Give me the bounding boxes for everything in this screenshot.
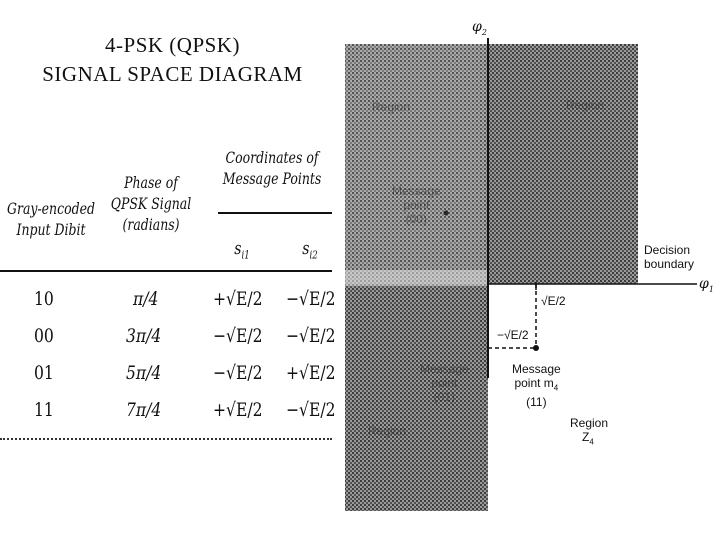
sub-header-si1-sub: i1 (241, 248, 250, 262)
tick-neg-label: −√E/2 (497, 328, 529, 342)
dibit-cell: 01 (34, 362, 54, 384)
si1-cell: −√E/2 (213, 325, 263, 347)
message-point-faint (444, 211, 449, 216)
sub-header-si1-s: s (234, 238, 242, 259)
col3-header-line: Message Points (222, 169, 322, 188)
region-z4-line: Region (570, 416, 609, 430)
faint-message-point-label (392, 184, 441, 226)
region-z4-sub: 4 (589, 437, 594, 447)
dibit-cell: 00 (34, 325, 54, 347)
title-line-2: SIGNAL SPACE DIAGRAM (42, 62, 303, 86)
faint-region-top-right: Region (566, 98, 605, 112)
si1-cell: +√E/2 (213, 399, 263, 421)
sub-header-si2-s: s (302, 238, 310, 259)
si1-cell: −√E/2 (213, 362, 263, 384)
col2-header-line: QPSK Signal (110, 194, 192, 213)
si1-cell: +√E/2 (213, 288, 263, 310)
region-z4-text: Z (582, 430, 590, 444)
region-z4-line (570, 430, 608, 449)
col1-header-line: Gray-encoded (7, 199, 95, 218)
phi2-label (472, 20, 487, 40)
faint-label-line: Message (420, 362, 469, 376)
phi2-symbol: φ (472, 19, 482, 35)
dibit-cell: 10 (34, 288, 54, 310)
col2-header-line: Phase of (124, 173, 178, 192)
phase-cell: 5π/4 (126, 362, 162, 384)
message-point-m4 (533, 345, 539, 351)
m4-label-line (512, 376, 561, 395)
m4-sub: 4 (553, 383, 559, 393)
message-point-m4-label (512, 362, 561, 409)
dibit-cell: 11 (34, 399, 54, 421)
sub-header-si2-sub: i2 (309, 248, 318, 262)
si2-cell: −√E/2 (286, 399, 336, 421)
shaded-region-top-mid (345, 44, 488, 284)
decision-boundary-label (644, 243, 694, 271)
faint-region-bottom-left: Region (368, 424, 407, 438)
col3-header-line: Coordinates of (225, 148, 319, 167)
faint-message-point-bottom-left (420, 362, 469, 404)
phase-cell: 3π/4 (126, 325, 162, 347)
tick-pos-label: √E/2 (541, 294, 566, 308)
phi1-symbol: φ (699, 276, 709, 292)
axis-strip (345, 270, 488, 286)
faint-label-line: Message (392, 184, 441, 198)
phi2-sub: 2 (481, 27, 487, 37)
faint-label-line: point (403, 198, 430, 212)
si2-cell: +√E/2 (286, 362, 336, 384)
phase-cell: π/4 (133, 288, 159, 310)
phase-cell: 7π/4 (126, 399, 162, 421)
decision-boundary-line: boundary (644, 257, 695, 271)
title-line-1: 4-PSK (QPSK) (105, 33, 240, 57)
phi1-label (699, 277, 714, 297)
faint-label-line: (00) (405, 212, 428, 226)
region-z4-label (570, 416, 608, 449)
decision-boundary-line: Decision (644, 243, 691, 257)
faint-label-line: (01) (433, 390, 456, 404)
col2-header-line: (radians) (122, 215, 180, 234)
si2-cell: −√E/2 (286, 288, 336, 310)
faint-label-line: point (431, 376, 458, 390)
m4-label-line: Message (512, 362, 561, 376)
faint-region-top-left: Region (372, 100, 411, 114)
col1-header-line: Input Dibit (16, 220, 86, 239)
m4-label-line: (11) (526, 395, 547, 410)
m4-label-text: point m (514, 376, 554, 390)
phi1-sub: 1 (708, 284, 714, 294)
shaded-region-top-right (488, 44, 638, 284)
si2-cell: −√E/2 (286, 325, 336, 347)
